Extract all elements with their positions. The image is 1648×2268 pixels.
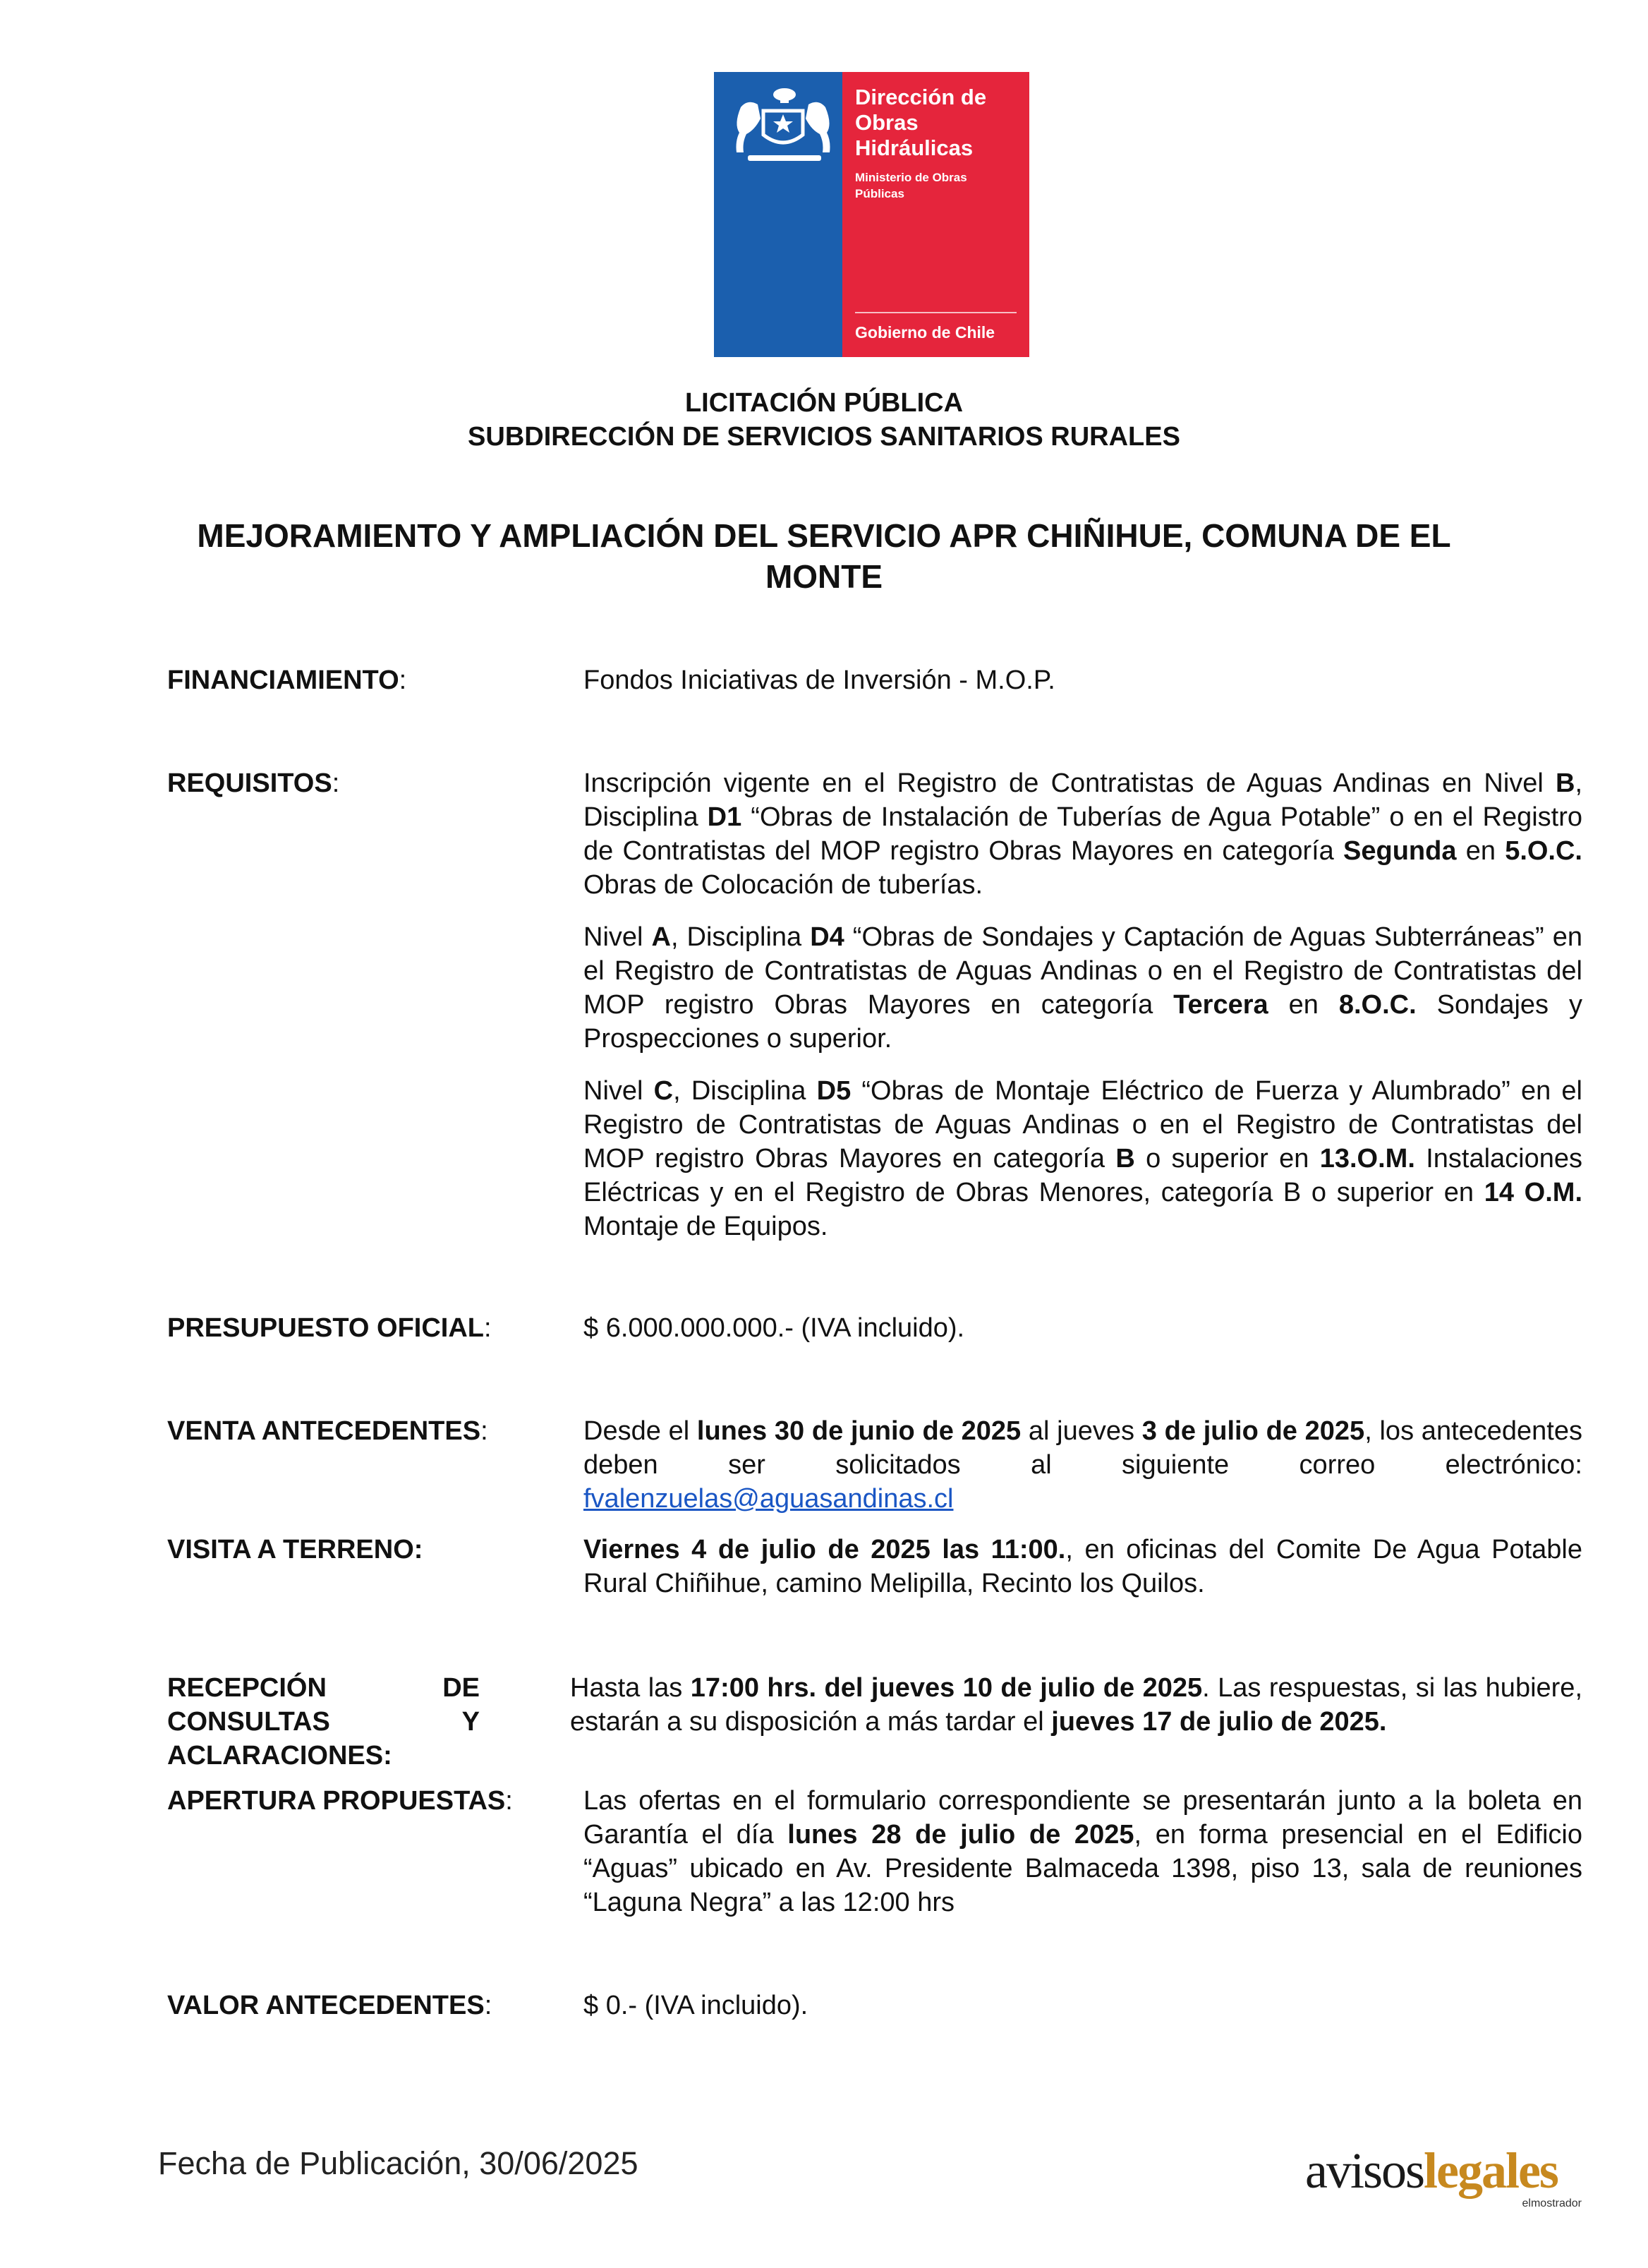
consultas-value [570,1671,1582,1739]
logo-blue-panel [714,72,842,357]
text-run: Sondajes y Prospecciones o superior. [583,990,1583,1054]
text-run: Inscripción vigente en el Registro de Contratistas de Aguas Andinas en Nivel [583,768,1556,798]
text-run: en [1268,990,1339,1020]
logo-divider [855,312,1017,313]
logo-government: Gobierno de Chile [855,323,995,342]
venta-label [167,1414,488,1448]
presupuesto-label-text: PRESUPUESTO OFICIAL [167,1313,485,1343]
colon: : [484,1313,492,1343]
logo-org-name [855,85,986,161]
tender-type-heading: LICITACIÓN PÚBLICA [684,388,964,418]
label-word: ACLARACIONES: [167,1741,392,1771]
logo-org-line: Obras [855,110,919,135]
colon: : [480,1416,488,1446]
text-run: , en oficinas del Comite De Agua Potable Rural Chiñihue, camino Melipilla, Recinto los Quilos. [583,1535,1582,1598]
visita-value [583,1533,1582,1600]
bold-run: D4 [810,922,844,952]
text-run: . Las respuestas, si las hubiere, estarán a su disposición a más tardar el [570,1673,1582,1737]
chile-coat-of-arms-icon [720,79,837,171]
text-run: “Obras de Sondajes y Captación de Aguas Subterráneas” en el Registro de Contratistas de Aguas Andinas o en el Registro de Contratistas del MOP registro Obras Mayores en categoría [583,922,1582,1020]
text-run: Nivel [583,922,652,952]
consultas-label-line [167,1705,480,1739]
visita-label-text: VISITA A TERRENO: [167,1535,423,1564]
text-run: , Disciplina [583,768,1582,832]
requisitos-paragraph-1 [583,766,1582,902]
venta-label-text: VENTA ANTECEDENTES [167,1416,481,1446]
avisos-legales-logo [1305,2142,1587,2216]
label-word: CONSULTAS [167,1707,330,1737]
bold-run: 3 de julio de 2025 [1141,1416,1365,1446]
financiamiento-label-text: FINANCIAMIENTO [167,665,399,695]
colon: : [399,665,407,695]
consultas-label [167,1671,480,1773]
bold-run: jueves 17 de julio de 2025. [1051,1707,1387,1737]
brand-subtitle: elmostrador [1522,2197,1582,2209]
bold-run: D1 [707,802,742,832]
logo-org-line: Hidráulicas [855,135,974,160]
apertura-label [167,1784,513,1818]
logo-ministry-line: Públicas [855,187,904,200]
bold-run: 5.O.C. [1505,836,1582,866]
colon: : [505,1786,513,1816]
text-run: o superior en [1134,1144,1320,1174]
publication-date: Fecha de Publicación, 30/06/2025 [158,2145,638,2181]
brand-word: avisos [1305,2142,1424,2199]
requisitos-label [167,766,339,800]
requisitos-value [583,766,1582,1262]
subdirectorate-heading: SUBDIRECCIÓN DE SERVICIOS SANITARIOS RURALES [468,422,1180,452]
text-run: Nivel [583,1076,654,1106]
apertura-label-text: APERTURA PROPUESTAS [167,1786,506,1816]
bold-run: Tercera [1173,990,1268,1020]
logo-ministry-line: Ministerio de Obras [855,171,967,184]
text-run: , Disciplina [673,1076,817,1106]
financiamiento-label [167,663,406,697]
contact-email-link[interactable]: fvalenzuelas@aguasandinas.cl [583,1484,954,1514]
bold-run: Segunda [1343,836,1457,866]
visita-label [167,1533,423,1567]
valor-label [167,1989,492,2022]
logo-ministry [855,169,967,202]
presupuesto-label [167,1311,492,1345]
consultas-label-line [167,1739,480,1773]
dhh-logo [714,72,1029,357]
financiamiento-value: Fondos Iniciativas de Inversión - M.O.P. [583,665,1055,695]
bold-run: 8.O.C. [1338,990,1417,1020]
text-run: Las ofertas en el formulario correspondiente se presentarán junto a la boleta en Garantía el día [583,1786,1582,1850]
bold-run: lunes 30 de junio de 2025 [696,1416,1022,1446]
venta-value [583,1414,1582,1516]
text-run: , los antecedentes deben ser solicitados al siguiente correo electrónico: [583,1416,1582,1480]
requisitos-label-text: REQUISITOS [167,768,332,798]
label-word: RECEPCIÓN [167,1673,327,1703]
colon: : [332,768,340,798]
label-word: DE [442,1673,480,1703]
text-run: Obras de Colocación de tuberías. [583,870,983,900]
bold-run: B [1555,768,1575,798]
bold-run: A [651,922,671,952]
text-run: en [1456,836,1505,866]
bold-run: Viernes 4 de julio de 2025 las 11:00. [583,1535,1066,1564]
colon: : [484,1991,492,2020]
bold-run: 17:00 hrs. del jueves 10 de julio de 2025 [690,1673,1203,1703]
project-title: MEJORAMIENTO Y AMPLIACIÓN DEL SERVICIO APR CHIÑIHUE, COMUNA DE EL MONTE [197,517,1451,595]
requisitos-paragraph-2 [583,920,1582,1056]
bold-run: 14 O.M. [1484,1178,1583,1207]
bold-run: lunes 28 de julio de 2025 [787,1820,1134,1850]
bold-run: B [1115,1144,1135,1174]
valor-value: $ 0.- (IVA incluido). [583,1991,808,2020]
logo-org-line: Dirección de [855,85,987,109]
text-run: Desde el [583,1416,697,1446]
valor-label-text: VALOR ANTECEDENTES [167,1991,485,2020]
text-run: “Obras de Instalación de Tuberías de Agua Potable” o en el Registro de Contratistas del MOP registro Obras Mayores en categoría [583,802,1582,866]
text-run: Montaje de Equipos. [583,1212,828,1241]
bold-run: 13.O.M. [1319,1144,1415,1174]
text-run: al jueves [1021,1416,1142,1446]
presupuesto-value: $ 6.000.000.000.- (IVA incluido). [583,1313,965,1343]
label-word: Y [461,1707,480,1737]
requisitos-paragraph-3 [583,1074,1582,1243]
bold-run: C [653,1076,674,1106]
text-run: “Obras de Montaje Eléctrico de Fuerza y Alumbrado” en el Registro de Contratistas de Aguas Andinas o en el Registro de Contratistas del MOP registro Obras Mayores en categoría [583,1076,1582,1174]
text-run: , en forma presencial en el Edificio “Aguas” ubicado en Av. Presidente Balmaceda 1398, piso 13, sala de reuniones “Laguna Negra” a las 12:00 hrs [583,1820,1582,1917]
text-run: Hasta las [570,1673,691,1703]
text-run: Instalaciones Eléctricas y en el Registro de Obras Menores, categoría B o superior en [583,1144,1583,1207]
logo-red-panel [842,72,1029,357]
text-run: , Disciplina [670,922,811,952]
apertura-value [583,1784,1582,1919]
bold-run: D5 [816,1076,852,1106]
avisos-legales-wordmark [1305,2142,1587,2199]
consultas-label-line [167,1671,480,1705]
brand-word: legales [1424,2142,1558,2199]
